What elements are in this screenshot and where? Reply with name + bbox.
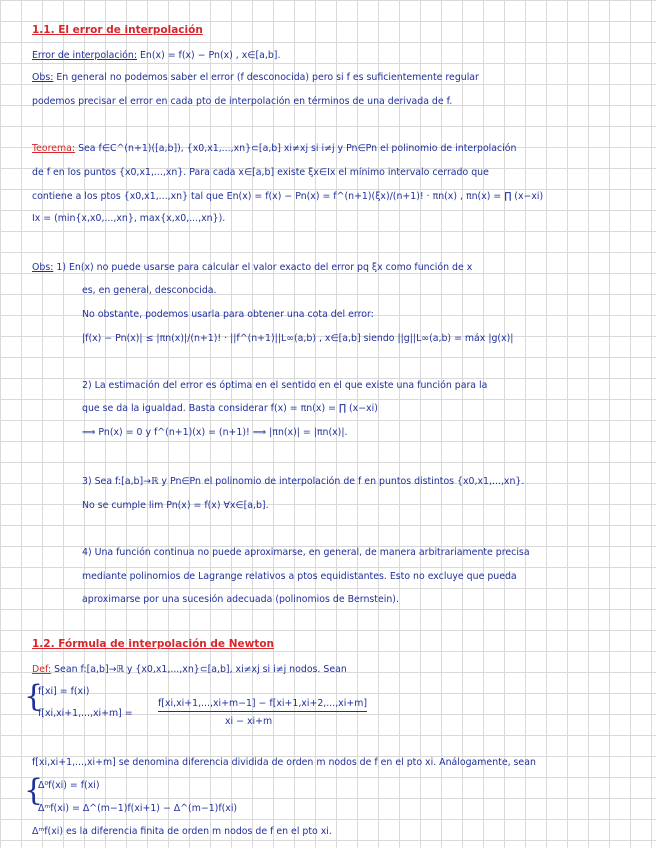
observation-label: Obs: xyxy=(32,72,54,83)
definition-label: Def: xyxy=(32,664,52,675)
dd-denominator: xi − xi+m xyxy=(225,716,273,727)
observation-line: es, en general, desconocida. xyxy=(82,285,217,296)
observation-line: aproximarse por una sucesión adecuada (polinomios de Bernstein). xyxy=(82,594,399,605)
definition-newton xyxy=(32,664,347,676)
definition-formula: En(x) = f(x) − Pn(x) , x∈[a,b]. xyxy=(140,50,281,61)
observation-item-1: 1) En(x) no puede usarse para calcular el valor exacto del error pq ξx como función de x xyxy=(56,262,473,273)
observation-text: En general no podemos saber el error (f desconocida) pero si f es suficientemente regular xyxy=(56,72,479,83)
theorem-line: Ix = (min{x,x0,...,xn}, max{x,x0,...,xn}). xyxy=(32,213,226,224)
theorem xyxy=(32,143,516,155)
divided-difference-base: f[xi] = f(xi) xyxy=(38,686,90,697)
error-bound-formula: |f(x) − Pn(x)| ≤ |πn(x)|/(n+1)! · ||f^(n+1)||L∞(a,b) , x∈[a,b] siendo ||g||L∞(a,b) = máx |g(x)| xyxy=(82,333,514,344)
observation-item-4: 4) Una función continua no puede aproximarse, en general, de manera arbitrariamente precisa xyxy=(82,547,530,558)
definition-label: Error de interpolación: xyxy=(32,50,138,61)
theorem-text: Sea f∈C^(n+1)([a,b]), {x0,x1,...,xn}⊂[a,b] xi≠xj si i≠j y Pn∈Pn el polinomio de interpolación xyxy=(78,143,517,154)
left-brace-icon: { xyxy=(24,679,44,714)
observation-text-line: podemos precisar el error en cada pto de interpolación en términos de una derivada de f. xyxy=(32,96,453,107)
divided-difference-recursive xyxy=(38,708,133,720)
finite-difference-text: Δᵐf(xi) es la diferencia finita de orden m nodos de f en el pto xi. xyxy=(32,826,332,837)
dd-numerator: f[xi,xi+1,...,xi+m−1] − f[xi+1,xi+2,...,xi+m] xyxy=(158,698,367,712)
finite-difference-base: Δ⁰f(xi) = f(xi) xyxy=(38,780,100,791)
theorem-line: contiene a los ptos {x0,x1,...,xn} tal que En(x) = f(x) − Pn(x) = f^(n+1)(ξx)/(n+1)! · πn(x) , πn(x) = ∏ (x−xi) xyxy=(32,191,544,202)
observation-line: que se da la igualdad. Basta considerar f(x) = πn(x) = ∏ (x−xi) xyxy=(82,403,378,414)
observation-line: ⟹ Pn(x) = 0 y f^(n+1)(x) = (n+1)! ⟹ |πn(x)| = |πn(x)|. xyxy=(82,427,348,438)
observation-line: No se cumple lim Pn(x) = f(x) ∀x∈[a,b]. xyxy=(82,500,269,511)
finite-difference-recursive: Δᵐf(xi) = Δ^(m−1)f(xi+1) − Δ^(m−1)f(xi) xyxy=(38,803,238,814)
theorem-line: de f en los puntos {x0,x1,...,xn}. Para cada x∈[a,b] existe ξx∈Ix el mínimo intervalo cerrado que xyxy=(32,167,489,178)
observation-line: mediante polinomios de Lagrange relativos a ptos equidistantes. Esto no excluye que pueda xyxy=(82,571,517,582)
definition-error xyxy=(32,50,280,62)
observation-1 xyxy=(32,72,479,84)
section-heading-error: 1.1. El error de interpolación xyxy=(32,24,203,36)
divided-difference-text: f[xi,xi+1,...,xi+m] se denomina diferencia dividida de orden m nodos de f en el pto xi. Análogamente, sean xyxy=(32,757,536,768)
left-brace-icon: { xyxy=(24,773,44,808)
observation-label: Obs: xyxy=(32,262,54,273)
observation-line: No obstante, podemos usarla para obtener una cota del error: xyxy=(82,309,374,320)
theorem-label: Teorema: xyxy=(32,143,76,154)
observation-2 xyxy=(32,262,472,274)
section-heading-newton: 1.2. Fórmula de interpolación de Newton xyxy=(32,638,275,650)
dd-left: f[xi,xi+1,...,xi+m] = xyxy=(38,708,133,719)
definition-text: Sean f:[a,b]→ℝ y {x0,x1,...,xn}⊂[a,b], xi≠xj si i≠j nodos. Sean xyxy=(54,664,347,675)
observation-item-2: 2) La estimación del error es óptima en el sentido en el que existe una función para la xyxy=(82,380,488,391)
observation-item-3: 3) Sea f:[a,b]→ℝ y Pn∈Pn el polinomio de interpolación de f en puntos distintos {x0,x1,...,xn}. xyxy=(82,476,525,487)
